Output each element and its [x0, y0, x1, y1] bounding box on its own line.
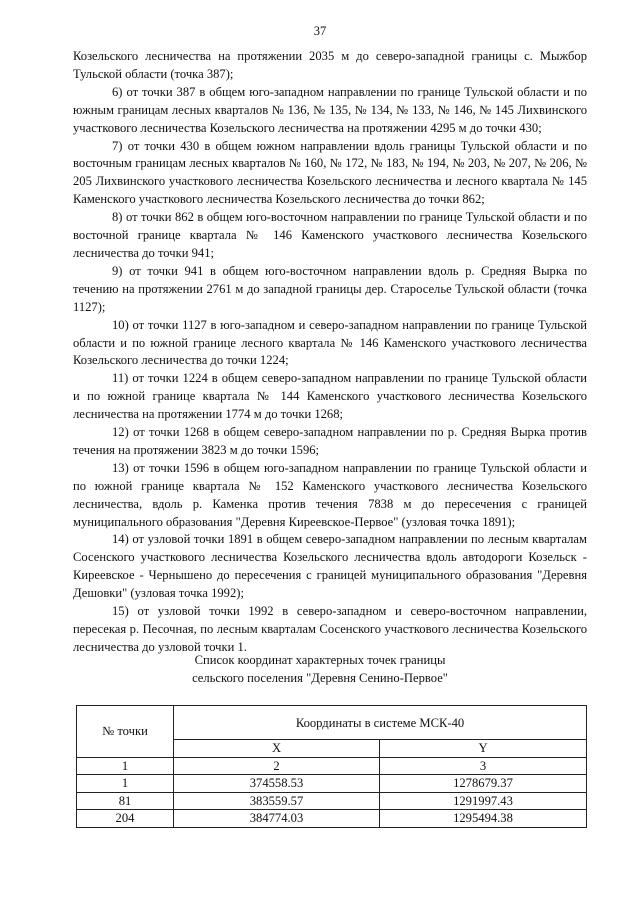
index-cell: 1 — [77, 757, 174, 775]
index-cell: 2 — [174, 757, 380, 775]
paragraph-continuation: Козельского лесничества на протяжении 2035 м до северо-западной границы с. Мыжбор Тульской области (точка 387); — [73, 49, 587, 81]
caption-line-2: сельского поселения "Деревня Сенино-Первое" — [192, 670, 448, 685]
coordinates-table — [76, 705, 587, 828]
page-number: 37 — [313, 24, 327, 38]
table-row — [77, 792, 587, 810]
paragraph-item-15: 15) от узловой точки 1992 в северо-западном и северо-восточном направлении, пересекая р. Песочная, по лесным кварталам Сосенского участкового лесничества Козельского лесничества до узловой точки 1. — [73, 604, 587, 654]
paragraph-item-12: 12) от точки 1268 в общем северо-западном направлении по р. Средняя Вырка против течения на протяжении 3823 м до точки 1596; — [73, 425, 587, 457]
point-number-cell: 81 — [77, 792, 174, 810]
x-cell: 374558.53 — [174, 775, 380, 793]
paragraph-item-10: 10) от точки 1127 в юго-западном и северо-западном направлении по границе Тульской области и по южной границе лесного квартала № 146 Каменского участкового лесничества Козельского лесничества до точки 1224; — [73, 317, 587, 368]
paragraph-item-7: 7) от точки 430 в общем южном направлении вдоль границы Тульской области и по восточным границам лесных кварталов № 160, № 172, № 183, № 194, № 203, № 207, № 206, № 205 Лихвинского участкового лесничества Козельского лесничества и лесного квартала № 145 Каменского участкового лесничества Козельского лесничества до точки 862; — [73, 138, 587, 207]
y-cell: 1295494.38 — [380, 810, 587, 828]
body-text — [73, 48, 587, 657]
paragraph-item-8: 8) от точки 862 в общем юго-восточном направлении по границе Тульской области и по восточной границе квартала № 146 Каменского участкового лесничества Козельского лесничества до точки 941; — [73, 210, 587, 260]
y-cell: 1291997.43 — [380, 792, 587, 810]
header-x: X — [174, 740, 380, 758]
table-row — [77, 810, 587, 828]
x-cell: 384774.03 — [174, 810, 380, 828]
point-number-cell: 1 — [77, 775, 174, 793]
paragraph-item-9: 9) от точки 941 в общем юго-восточном направлении вдоль р. Средняя Вырка по течению на протяжении 2761 м до западной границы дер. Староселье Тульской области (точка 1127); — [73, 263, 587, 314]
header-coordinate-system: Координаты в системе МСК-40 — [174, 706, 587, 740]
paragraph-item-14: 14) от узловой точки 1891 в общем северо-западном направлении по лесным кварталам Сосенского участкового лесничества Козельского лесничества вдоль автодороги Козельск - Киреевское - Чернышено до пересечения с границей муниципального образования "Деревня Дешовки" (узловая точка 1992); — [73, 532, 587, 601]
x-cell: 383559.57 — [174, 792, 380, 810]
table-caption — [0, 652, 640, 687]
header-y: Y — [380, 740, 587, 758]
table-index-row — [77, 757, 587, 775]
paragraph-item-11: 11) от точки 1224 в общем северо-западном направлении по границе Тульской области и по южной границе квартала № 144 Каменского участкового лесничества Козельского лесничества на протяжении 1774 м до точки 1268; — [73, 371, 587, 422]
table-row — [77, 775, 587, 793]
index-cell: 3 — [380, 757, 587, 775]
table-header-row — [77, 706, 587, 740]
paragraph-item-6: 6) от точки 387 в общем юго-западном направлении по границе Тульской области и по южным границам лесных кварталов № 136, № 135, № 134, № 133, № 146, № 145 Лихвинского участкового лесничества Козельского лесничества на протяжении 4295 м до точки 430; — [73, 84, 587, 135]
paragraph-item-13: 13) от точки 1596 в общем юго-западном направлении по границе Тульской области и по южной границе квартала № 152 Каменского участкового лесничества Козельского лесничества, вдоль р. Каменка против течения 7838 м до пересечения с границей муниципального образования "Деревня Киреевское-Первое" (узловая точка 1891); — [73, 460, 587, 529]
caption-line-1: Список координат характерных точек границы — [194, 653, 446, 667]
point-number-cell: 204 — [77, 810, 174, 828]
y-cell: 1278679.37 — [380, 775, 587, 793]
header-point-number: № точки — [77, 706, 174, 758]
